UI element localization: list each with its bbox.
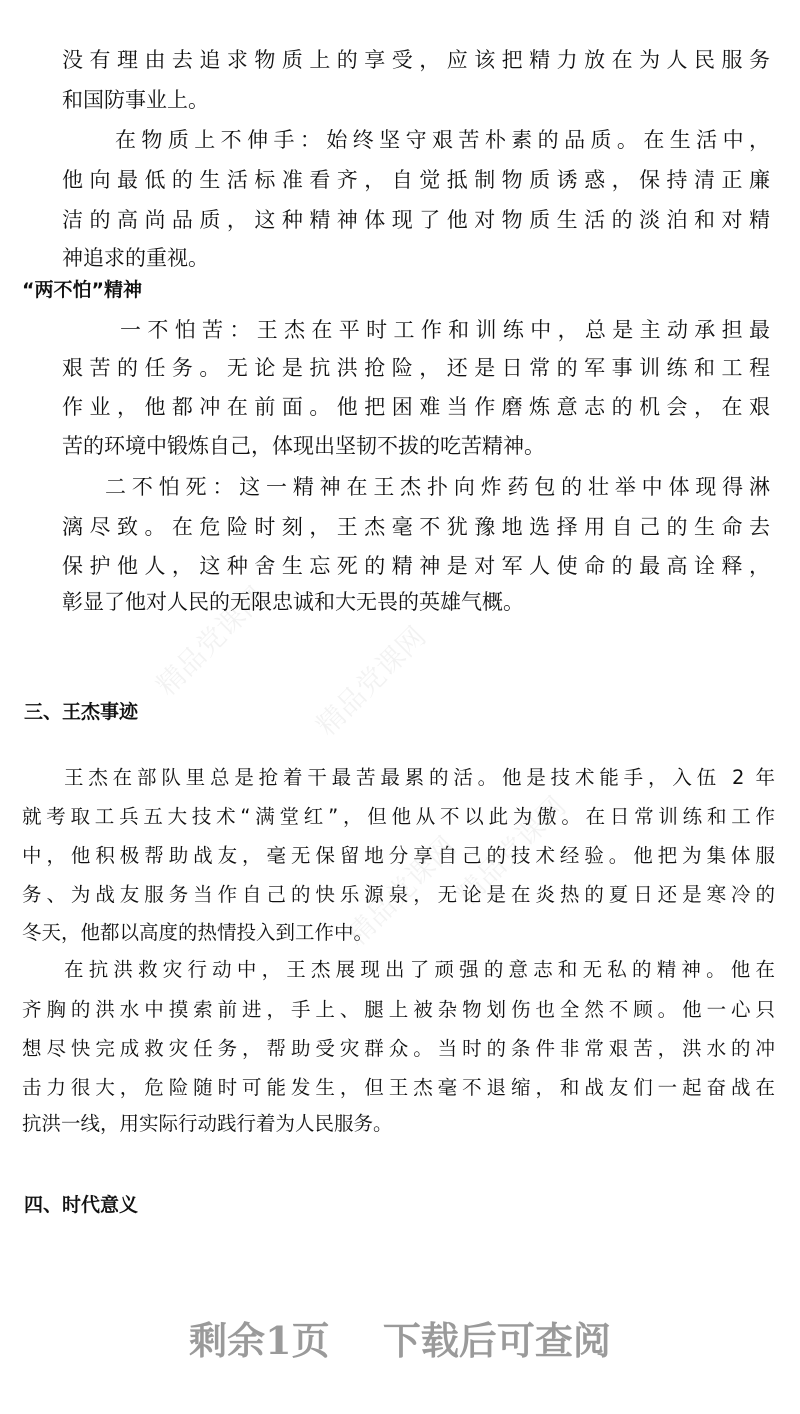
paragraph-line: 一不怕苦：王杰在平时工作和训练中，总是主动承担最 bbox=[120, 318, 770, 342]
paragraph-line: 二不怕死：这一精神在王杰扑向炸药包的壮举中体现得淋 bbox=[105, 475, 770, 499]
paragraph-line: 保护他人，这种舍生忘死的精神是对军人使命的最高诠释， bbox=[62, 554, 770, 578]
watermark: 精品党课网 bbox=[339, 829, 463, 953]
paragraph-line: 漓尽致。在危险时刻，王杰毫不犹豫地选择用自己的生命去 bbox=[62, 515, 770, 539]
paragraph-line: 神追求的重视。 bbox=[62, 246, 209, 270]
paragraph-line: 冬天，他都以高度的热情投入到工作中。 bbox=[22, 921, 374, 944]
paragraph-line: 苦的环境中锻炼自己，体现出坚韧不拔的吃苦精神。 bbox=[62, 434, 545, 458]
heading-section-3: 三、王杰事迹 bbox=[24, 701, 139, 723]
paragraph-line: 就考取工兵五大技术“满堂红”，但他从不以此为傲。在日常训练和工作 bbox=[22, 805, 775, 828]
paragraph-line: 在抗洪救灾行动中，王杰展现出了顽强的意志和无私的精神。他在 bbox=[64, 958, 775, 981]
paragraph-line: 艰苦的任务。无论是抗洪抢险，还是日常的军事训练和工程 bbox=[62, 356, 770, 380]
paragraph-line: 抗洪一线，用实际行动践行着为人民服务。 bbox=[22, 1112, 393, 1135]
paragraph-line: 和国防事业上。 bbox=[62, 88, 209, 112]
remaining-pages-notice[interactable] bbox=[0, 1310, 800, 1365]
heading-two-fears: “两不怕”精神 bbox=[22, 279, 142, 301]
remaining-pages-text: 剩余1页 bbox=[189, 1318, 330, 1363]
paragraph-line: 想尽快完成救灾任务，帮助受灾群众。当时的条件非常艰苦，洪水的冲 bbox=[22, 1037, 775, 1060]
paragraph-line: 王杰在部队里总是抢着干最苦最累的活。他是技术能手，入伍 2 年 bbox=[64, 766, 775, 789]
paragraph-line: 齐胸的洪水中摸索前进，手上、腿上被杂物划伤也全然不顾。他一心只 bbox=[22, 998, 775, 1021]
paragraph-line: 击力很大，危险随时可能发生，但王杰毫不退缩，和战友们一起奋战在 bbox=[22, 1076, 775, 1099]
paragraph-line: 中，他积极帮助战友，毫无保留地分享自己的技术经验。他把为集体服 bbox=[22, 844, 775, 867]
paragraph-line: 务、为战友服务当作自己的快乐源泉，无论是在炎热的夏日还是寒冷的 bbox=[22, 883, 775, 906]
download-prompt-text: 下载后可查阅 bbox=[382, 1318, 611, 1363]
watermark: 精品党课网 bbox=[309, 619, 433, 743]
paragraph-line: 他向最低的生活标准看齐，自觉抵制物质诱惑，保持清正廉 bbox=[62, 168, 770, 192]
heading-section-4: 四、时代意义 bbox=[24, 1194, 139, 1216]
paragraph-line: 作业，他都冲在前面。他把困难当作磨炼意志的机会，在艰 bbox=[62, 395, 770, 419]
watermark: 精品党课网 bbox=[449, 789, 573, 913]
paragraph-line: 洁的高尚品质，这种精神体现了他对物质生活的淡泊和对精 bbox=[62, 208, 770, 232]
paragraph-line: 没有理由去追求物质上的享受，应该把精力放在为人民服务 bbox=[62, 48, 770, 72]
watermark: 精品党课网 bbox=[149, 579, 273, 703]
paragraph-line: 彰显了他对人民的无限忠诚和大无畏的英雄气概。 bbox=[62, 590, 524, 614]
paragraph-line: 在物质上不伸手：始终坚守艰苦朴素的品质。在生活中， bbox=[115, 128, 770, 152]
